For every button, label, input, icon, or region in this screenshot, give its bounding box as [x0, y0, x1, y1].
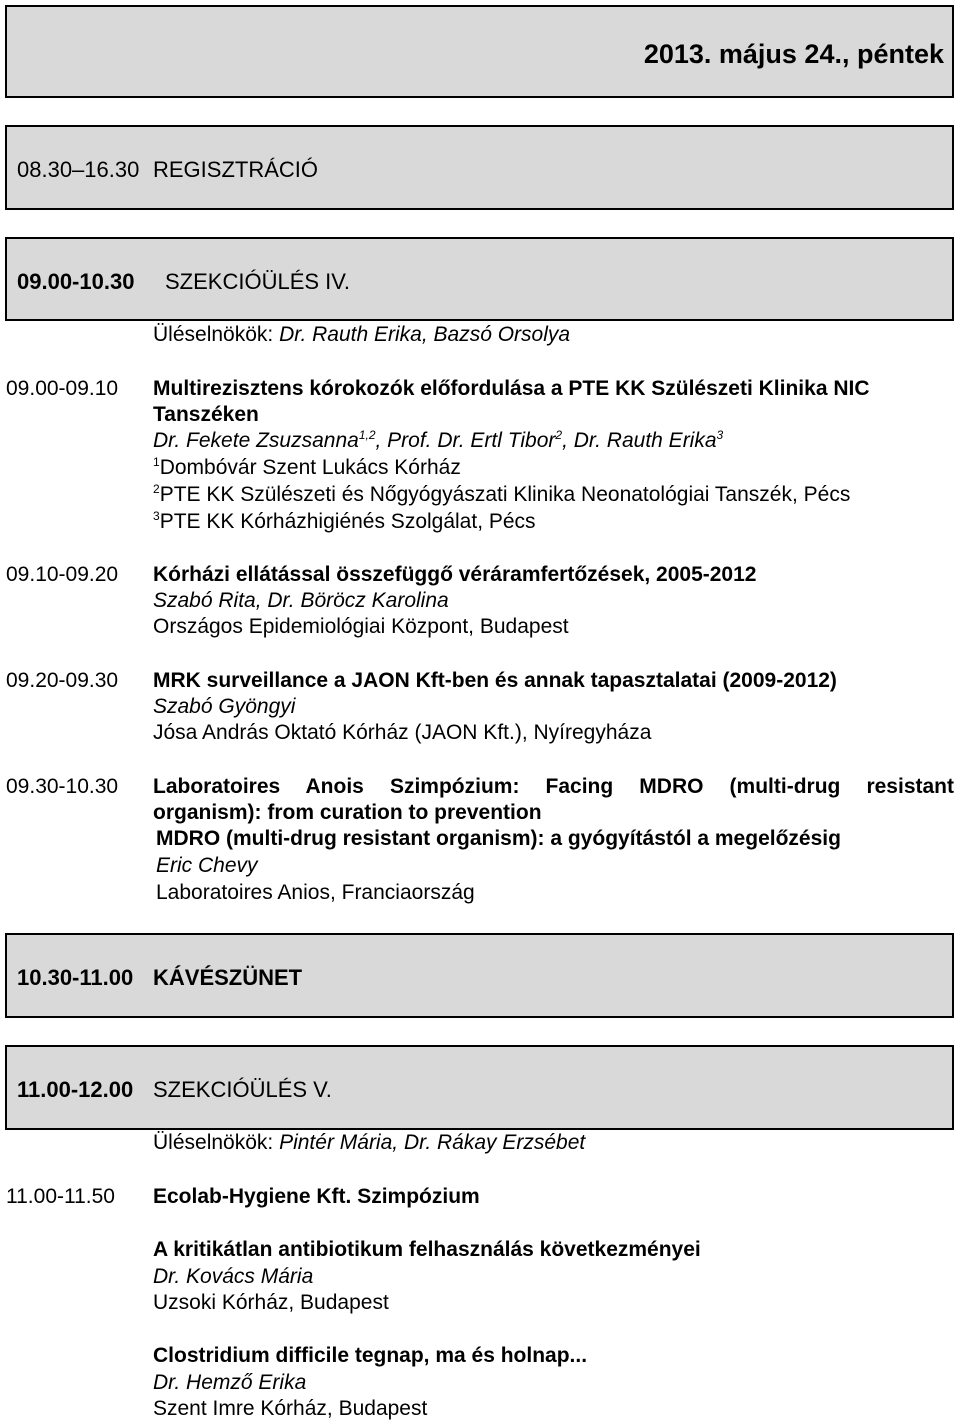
talk-1-affiliation-3: [153, 509, 536, 535]
chairs-names: Pintér Mária, Dr. Rákay Erzsébet: [279, 1131, 586, 1154]
sub-talk-1-author: Dr. Kovács Mária: [153, 1265, 314, 1288]
talk-3-affiliation: Jósa András Oktató Kórház (JAON Kft.), Nyíregyháza: [153, 721, 652, 744]
sub-talk-2-author: Dr. Hemző Erika: [153, 1371, 307, 1394]
aff-3-text: PTE KK Kórházhigiénés Szolgálat, Pécs: [159, 510, 536, 533]
chairs-prefix: Üléselnökök:: [153, 1131, 274, 1154]
talk-4-time: 09.30-10.30: [6, 775, 119, 798]
author-2-sup: 2: [555, 428, 563, 442]
registration-box: [5, 125, 954, 210]
talk-4-title-line1: Laboratoires Anois Szimpózium: Facing MDRO (multi-drug resistant: [153, 775, 954, 798]
talk-2-authors: Szabó Rita, Dr. Böröcz Karolina: [153, 589, 449, 612]
aff-3-sup: 3: [153, 509, 160, 523]
section-5-chairs: [153, 1130, 585, 1156]
talk-5-title: Ecolab-Hygiene Kft. Szimpózium: [153, 1185, 480, 1208]
talk-2-time: 09.10-09.20: [6, 563, 119, 586]
aff-2-text: PTE KK Szülészeti és Nőgyógyászati Klinika Neonatológiai Tanszék, Pécs: [159, 483, 851, 506]
author-1-sup: 1,2: [358, 428, 376, 442]
section-5-label: SZEKCIÓÜLÉS V.: [153, 1077, 332, 1102]
talk-1-author-3: , Dr. Rauth Erika: [562, 429, 717, 452]
talk-1-author-1: Dr. Fekete Zsuzsanna: [153, 429, 359, 452]
sub-talk-1-affiliation: Uzsoki Kórház, Budapest: [153, 1291, 389, 1314]
talk-4-affiliation: Laboratoires Anios, Franciaország: [156, 881, 475, 904]
talk-3-time: 09.20-09.30: [6, 669, 119, 692]
talk-1-title-line2: Tanszéken: [153, 403, 259, 426]
talk-1-author-2: , Prof. Dr. Ertl Tibor: [375, 429, 556, 452]
section-4-chairs: [153, 322, 570, 348]
talk-4-title-line2: organism): from curation to prevention: [153, 801, 542, 824]
aff-1-sup: 1: [153, 455, 160, 469]
talk-1-authors: [153, 428, 723, 454]
coffee-break-box: [5, 933, 954, 1018]
talk-1-affiliation-2: [153, 482, 850, 508]
talk-1-affiliation-1: [153, 455, 461, 481]
section-4-label: SZEKCIÓÜLÉS IV.: [165, 269, 351, 294]
date-heading: 2013. május 24., péntek: [643, 39, 944, 69]
aff-2-sup: 2: [153, 482, 160, 496]
registration-label: REGISZTRÁCIÓ: [153, 157, 319, 182]
talk-1-time: 09.00-09.10: [6, 377, 119, 400]
sub-talk-2-title: Clostridium difficile tegnap, ma és holnap...: [153, 1344, 588, 1367]
coffee-time: 10.30-11.00: [17, 965, 134, 990]
talk-3-title: MRK surveillance a JAON Kft-ben és annak tapasztalatai (2009-2012): [153, 669, 837, 692]
talk-5-time: 11.00-11.50: [6, 1185, 115, 1208]
section-5-time: 11.00-12.00: [17, 1077, 134, 1102]
registration-time: 08.30–16.30: [17, 157, 140, 182]
coffee-label: KÁVÉSZÜNET: [153, 965, 303, 990]
talk-3-authors: Szabó Gyöngyi: [153, 695, 296, 718]
section-4-time: 09.00-10.30: [17, 269, 135, 294]
chairs-prefix: Üléselnökök:: [153, 323, 274, 346]
talk-2-affiliation: Országos Epidemiológiai Központ, Budapest: [153, 615, 569, 638]
talk-4-authors: Eric Chevy: [156, 854, 258, 877]
date-header-box: [5, 5, 954, 98]
section-5-box: [5, 1045, 954, 1130]
chairs-names: Dr. Rauth Erika, Bazsó Orsolya: [279, 323, 571, 346]
talk-4-subtitle: MDRO (multi-drug resistant organism): a gyógyítástól a megelőzésig: [156, 827, 841, 850]
aff-1-text: Dombóvár Szent Lukács Kórház: [159, 456, 461, 479]
talk-1-title-line1: Multirezisztens kórokozók előfordulása a PTE KK Szülészeti Klinika NIC: [153, 377, 870, 400]
section-4-box: [5, 237, 954, 321]
sub-talk-1-title: A kritikátlan antibiotikum felhasználás következményei: [153, 1238, 701, 1261]
author-3-sup: 3: [716, 428, 724, 442]
sub-talk-2-affiliation: Szent Imre Kórház, Budapest: [153, 1397, 428, 1420]
talk-2-title: Kórházi ellátással összefüggő véráramfertőzések, 2005-2012: [153, 563, 757, 586]
